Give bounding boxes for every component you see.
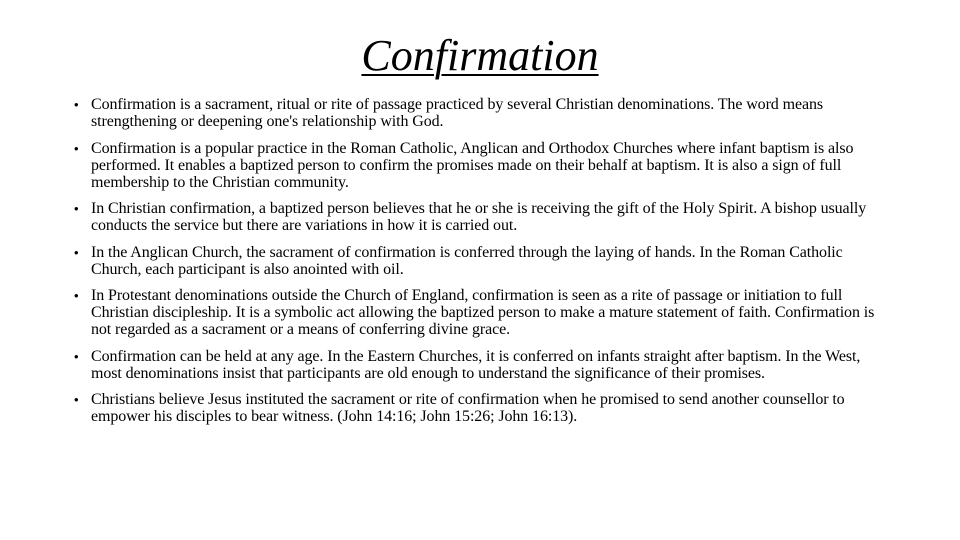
bullet-text: Confirmation is a popular practice in the Roman Catholic, Anglican and Orthodox Churches where infant baptism is also performed. It enables a baptized person to confirm the promises made on their behalf at baptism. It is also a sign of full membership to the Christian community.	[91, 139, 854, 191]
list-item	[74, 244, 890, 278]
list-item	[74, 96, 890, 130]
list-item	[74, 391, 890, 425]
list-item	[74, 140, 890, 191]
bullet-dot-icon: •	[74, 392, 79, 407]
bullet-text: Confirmation is a sacrament, ritual or rite of passage practiced by several Christian denominations. The word means strengthening or deepening one's relationship with God.	[91, 96, 823, 130]
bullet-dot-icon: •	[74, 140, 79, 156]
bullet-dot-icon: •	[74, 348, 79, 364]
bullet-dot-icon: •	[74, 288, 79, 303]
bullet-text: In the Anglican Church, the sacrament of confirmation is conferred through the laying of hands. In the Roman Catholic Church, each participant is also anointed with oil.	[91, 243, 843, 278]
bullet-text: In Protestant denominations outside the Church of England, confirmation is seen as a rite of passage or initiation to full Christian discipleship. It is a symbolic act allowing the baptized person to make a mature statement of faith. Confirmation is not regarded as a sacrament or a means of conferring divine grace.	[91, 287, 875, 338]
slide-title: Confirmation	[361, 31, 599, 80]
bullet-dot-icon: •	[74, 201, 79, 216]
bullet-text: Christians believe Jesus instituted the sacrament or rite of confirmation when he promised to send another counsellor to empower his disciples to bear witness. (John 14:16; John 15:26; John 16:13).	[91, 391, 845, 425]
bullet-text: In Christian confirmation, a baptized person believes that he or she is receiving the gift of the Holy Spirit. A bishop usually conducts the service but there are variations in how it is carried out.	[91, 200, 867, 234]
bullet-text: Confirmation can be held at any age. In the Eastern Churches, it is conferred on infants straight after baptism. In the West, most denominations insist that participants are old enough to understand the significance of their promises.	[91, 347, 861, 382]
list-item	[74, 287, 890, 338]
bullet-dot-icon: •	[74, 97, 79, 112]
bullet-list	[74, 96, 890, 435]
list-item	[74, 348, 890, 382]
bullet-dot-icon: •	[74, 244, 79, 260]
list-item	[74, 200, 890, 234]
